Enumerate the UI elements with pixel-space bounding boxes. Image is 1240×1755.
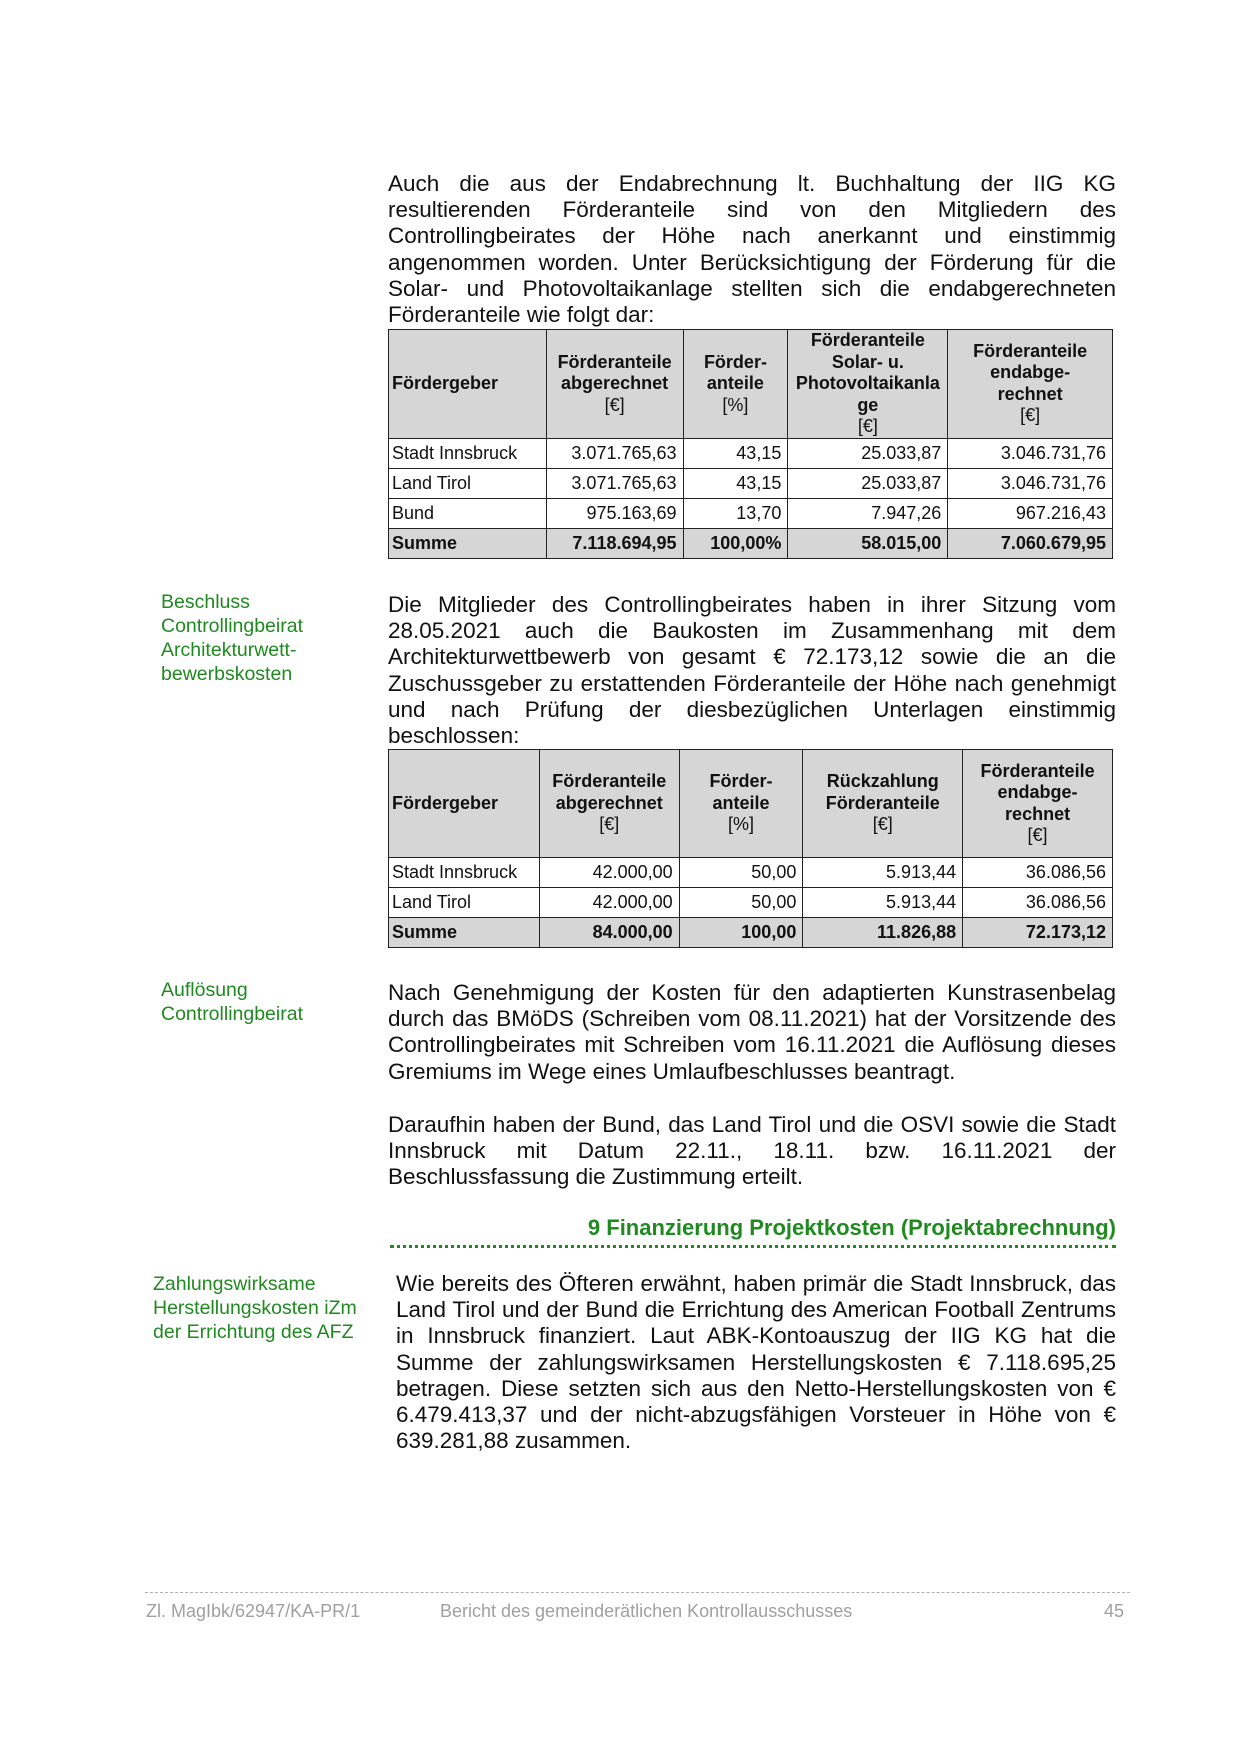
- cell: 42.000,00: [539, 858, 679, 888]
- cell: 5.913,44: [803, 888, 963, 918]
- cell: 50,00: [679, 888, 803, 918]
- cell: Land Tirol: [389, 888, 540, 918]
- cell: 36.086,56: [963, 888, 1113, 918]
- cell: 42.000,00: [539, 888, 679, 918]
- table-row: [389, 888, 1113, 918]
- cell: 36.086,56: [963, 858, 1113, 888]
- cell: 43,15: [683, 438, 788, 468]
- paragraph-foerderanteile-intro: Auch die aus der Endabrechnung lt. Buchhaltung der IIG KG resultierenden Förderanteile sind von den Mitgliedern des Controllingbeirates der Höhe nach anerkannt und einstimmig angenommen worden. Unter Berücksichtigung der Förderung für die Solar- und Photovoltaikanlage stellten sich die endabgerechneten Förderanteile wie folgt dar:: [388, 171, 1116, 328]
- cell: 72.173,12: [963, 918, 1113, 948]
- table-sum-row: [389, 528, 1113, 558]
- footer-reference: Zl. MagIbk/62947/KA-PR/1: [146, 1601, 361, 1621]
- cell: 25.033,87: [788, 468, 948, 498]
- table-row: [389, 438, 1113, 468]
- cell: 967.216,43: [948, 498, 1113, 528]
- cell: 3.071.765,63: [546, 438, 683, 468]
- cell: 7.947,26: [788, 498, 948, 528]
- header-foerdergeber: Fördergeber: [389, 750, 540, 858]
- cell: 84.000,00: [539, 918, 679, 948]
- cell: Summe: [389, 918, 540, 948]
- cell: Stadt Innsbruck: [389, 438, 547, 468]
- header-abgerechnet: Förderanteile abgerechnet [€]: [546, 330, 683, 439]
- table-row: [389, 498, 1113, 528]
- cell: 5.913,44: [803, 858, 963, 888]
- margin-note-aufloesung: Auflösung Controllingbeirat: [161, 979, 303, 1025]
- header-endabgerechnet: Förderanteile endabge- rechnet [€]: [963, 750, 1113, 858]
- margin-note-zahlungswirksam: Zahlungswirksame Herstellungskosten iZm der Errichtung des AFZ: [153, 1273, 357, 1343]
- paragraph-herstellungskosten: Wie bereits des Öfteren erwähnt, haben primär die Stadt Innsbruck, das Land Tirol und der Bund die Errichtung des American Football Zentrums in Innsbruck finanziert. Laut ABK-Kontoauszug der IIG KG hat die Summe der zahlungswirksamen Herstellungskosten € 7.118.695,25 betragen. Diese setzten sich aus den Netto-Herstellungskosten von € 6.479.413,37 und der nicht-abzugsfähigen Vorsteuer in Höhe von € 639.281,88 zusammen.: [396, 1271, 1116, 1454]
- table-header-row: [389, 330, 1113, 439]
- paragraph-aufloesung: Nach Genehmigung der Kosten für den adaptierten Kunstrasenbelag durch das BMöDS (Schreiben vom 08.11.2021) hat der Vorsitzende des Controllingbeirates mit Schreiben vom 16.11.2021 die Auflösung dieses Gremiums im Wege eines Umlaufbeschlusses beantragt.: [388, 980, 1116, 1084]
- header-prozent: Förder- anteile [%]: [683, 330, 788, 439]
- footer-divider: [145, 1592, 1130, 1593]
- cell: Land Tirol: [389, 468, 547, 498]
- paragraph-zustimmung: Daraufhin haben der Bund, das Land Tirol und die OSVI sowie die Stadt Innsbruck mit Datum 22.11., 18.11. bzw. 16.11.2021 der Beschlussfassung die Zustimmung erteilt.: [388, 1112, 1116, 1190]
- foerderanteile-table: [388, 329, 1113, 559]
- header-solar: Förderanteile Solar- u. Photovoltaikanla ge [€]: [788, 330, 948, 439]
- cell: Bund: [389, 498, 547, 528]
- table-row: [389, 858, 1113, 888]
- paragraph-architekturwettbewerb: Die Mitglieder des Controllingbeirates haben in ihrer Sitzung vom 28.05.2021 auch die Baukosten im Zusammenhang mit dem Architekturwettbewerb von gesamt € 72.173,12 sowie die an die Zuschussgeber zu erstattenden Förderanteile der Höhe nach genehmigt und nach Prüfung der diesbezüglichen Unterlagen einstimmig beschlossen:: [388, 592, 1116, 749]
- cell: 50,00: [679, 858, 803, 888]
- header-foerdergeber: Fördergeber: [389, 330, 547, 439]
- heading-divider: [390, 1245, 1116, 1248]
- cell: 100,00%: [683, 528, 788, 558]
- table-row: [389, 468, 1113, 498]
- cell: Summe: [389, 528, 547, 558]
- cell: 100,00: [679, 918, 803, 948]
- cell: 43,15: [683, 468, 788, 498]
- margin-note-beschluss: Beschluss Controllingbeirat Architekturwett- bewerbskosten: [161, 591, 303, 685]
- table-sum-row: [389, 918, 1113, 948]
- header-prozent: Förder- anteile [%]: [679, 750, 803, 858]
- cell: 58.015,00: [788, 528, 948, 558]
- cell: 975.163,69: [546, 498, 683, 528]
- cell: 3.071.765,63: [546, 468, 683, 498]
- footer-title: Bericht des gemeinderätlichen Kontrollausschusses: [440, 1601, 853, 1621]
- cell: 3.046.731,76: [948, 438, 1113, 468]
- header-rueckzahlung: Rückzahlung Förderanteile [€]: [803, 750, 963, 858]
- section-heading: 9 Finanzierung Projektkosten (Projektabrechnung): [587, 1215, 1116, 1240]
- cell: 13,70: [683, 498, 788, 528]
- cell: 7.060.679,95: [948, 528, 1113, 558]
- rueckzahlung-table: [388, 749, 1113, 948]
- header-abgerechnet: Förderanteile abgerechnet [€]: [539, 750, 679, 858]
- cell: 25.033,87: [788, 438, 948, 468]
- page-number: 45: [1104, 1601, 1125, 1621]
- header-endabgerechnet: Förderanteile endabge- rechnet [€]: [948, 330, 1113, 439]
- table-header-row: [389, 750, 1113, 858]
- cell: 7.118.694,95: [546, 528, 683, 558]
- cell: 3.046.731,76: [948, 468, 1113, 498]
- cell: Stadt Innsbruck: [389, 858, 540, 888]
- cell: 11.826,88: [803, 918, 963, 948]
